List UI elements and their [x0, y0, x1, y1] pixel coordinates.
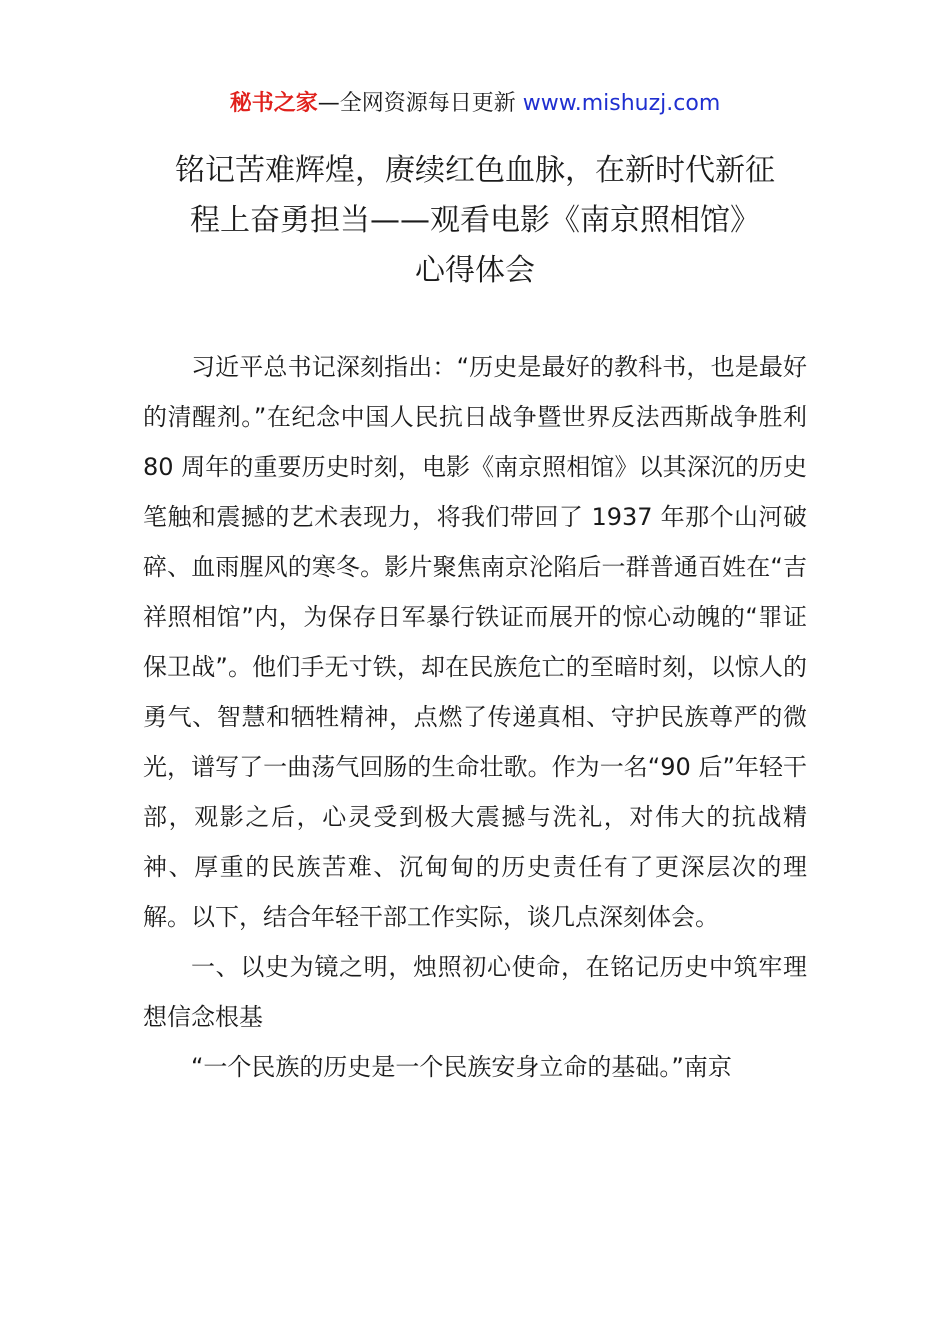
body-paragraph-intro: 习近平总书记深刻指出：“历史是最好的教科书，也是最好的清醒剂。”在纪念中国人民抗日战争暨世界反法西斯战争胜利 80 周年的重要历史时刻，电影《南京照相馆》以其深沉的历史笔触和震撼的艺术表现力，将我们带回了 1937 年那个山河破碎、血雨腥风的寒冬。影片聚焦南京沦陷后一群普通百姓在“吉祥照相馆”内，为保存日军暴行铁证而展开的惊心动魄的“罪证保卫战”。他们手无寸铁，却在民族危亡的至暗时刻，以惊人的勇气、智慧和牺牲精神，点燃了传递真相、守护民族尊严的微光，谱写了一曲荡气回肠的生命壮歌。作为一名“90 后”年轻干部，观影之后，心灵受到极大震撼与洗礼，对伟大的抗战精神、厚重的民族苦难、沉甸甸的历史责任有了更深层次的理解。以下，结合年轻干部工作实际，谈几点深刻体会。 — [143, 353, 807, 931]
title-line-2: 程上奋勇担当——观看电影《南京照相馆》 — [190, 203, 760, 238]
header-banner — [0, 88, 950, 120]
banner-tagline: —全网资源每日更新 — [317, 91, 516, 116]
brand-name: 秘书之家 — [229, 91, 318, 116]
title-line-3: 心得体会 — [415, 253, 535, 288]
document-body — [143, 342, 807, 1092]
website-link[interactable]: www.mishuzj.com — [522, 91, 721, 116]
document-title — [140, 146, 810, 296]
section-heading-1: 一、以史为镜之明，烛照初心使命，在铭记历史中筑牢理想信念根基 — [143, 953, 807, 1031]
body-paragraph-2: “一个民族的历史是一个民族安身立命的基础。”南京 — [191, 1053, 732, 1081]
title-line-1: 铭记苦难辉煌，赓续红色血脉，在新时代新征 — [175, 153, 775, 188]
